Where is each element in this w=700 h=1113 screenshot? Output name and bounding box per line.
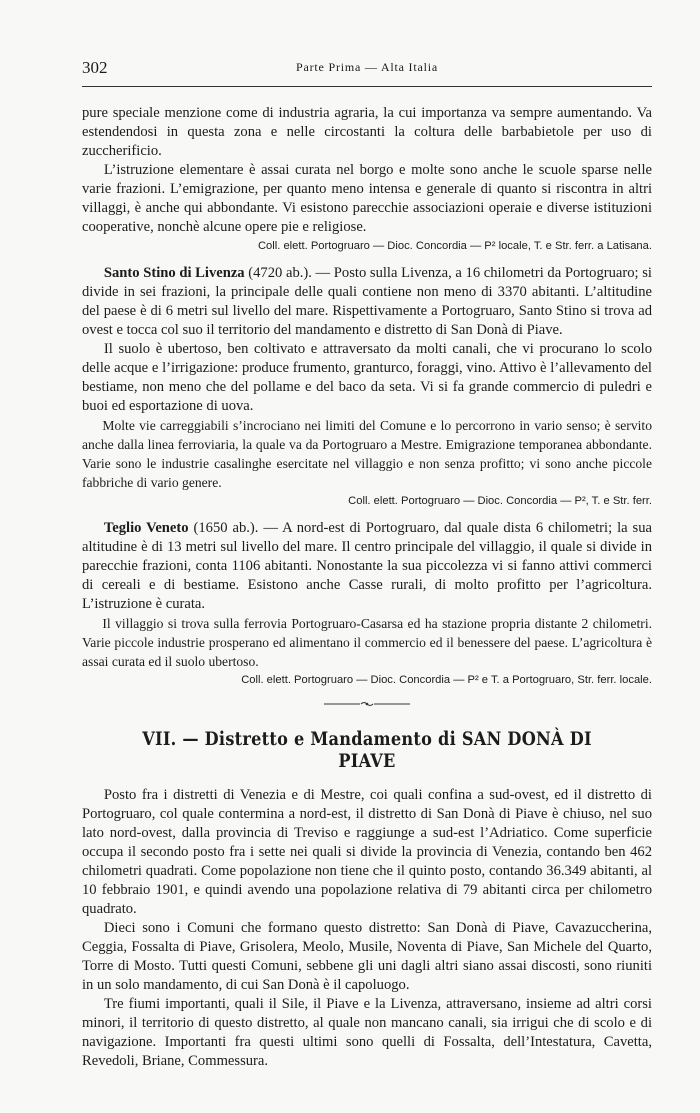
paragraph-suolo: Il suolo è ubertoso, ben coltivato e attraversato da molti canali, che vi procurano lo scolo delle acque e l’irrigazione: produce frumento, granturco, foraggi, vino. Attivo è l’allevamento del bestiame, non meno che del pollame e del baco da seta. Vi si fa grande commercio di puledri e buoi ed esportazione di uova. <box>82 341 652 414</box>
paragraph-continuation: pure speciale menzione come di industria agraria, la cui importanza va sempre aumentando. Va estendendosi in questa zona e nelle circostanti la coltura delle barbabietole per uso di zuccherificio. <box>82 105 652 159</box>
page-body <box>82 104 652 1071</box>
paragraph-istruzione: L’istruzione elementare è assai curata nel borgo e molte sono anche le scuole sparse nelle varie frazioni. L’emigrazione, per quanto meno intensa e generale di quanto si riscontra in altri villaggi, è anche qui abbondante. Vi esistono parecchie associazioni operaie e diverse istituzioni cooperative, nonchè alcune opere pie e religiose. <box>82 162 652 235</box>
section-heading: VII. — Distretto e Mandamento di SAN DONÀ DI PIAVE <box>142 728 592 772</box>
collegio-line-portogruaro <box>82 238 652 254</box>
ornament-rule-icon <box>322 699 412 709</box>
collegio-text: Coll. elett. Portogruaro — Dioc. Concordia — P² e T. a Portogruaro, Str. ferr. locale. <box>241 674 652 686</box>
entry-text: (1650 ab.). — A nord-est di Portogruaro, dal quale dista 6 chilometri; la sua altitudine è di 13 metri sul livello del mare. Il centro principale del villaggio, il quale si divide in parecchie frazioni, conta 1106 abitanti. Nonostante la sua piccolezza vi si fanno attivi commerci di cereali e di bestiame. Esistono anche Casse rurali, di molto profitto per l’agricoltura. L’istruzione è curata. <box>82 520 652 612</box>
collegio-text: Coll. elett. Portogruaro — Dioc. Concordia — P² locale, T. e Str. ferr. a Latisana. <box>257 240 652 252</box>
paragraph-distretto: Posto fra i distretti di Venezia e di Mestre, coi quali confina a sud-ovest, ed il distretto di Portogruaro, col quale contermina a nord-est, il distretto di San Donà di Piave è chiuso, nel suo lato nord-ovest, dalla provincia di Treviso e raggiunge a sud-est l’Adriatico. Come superficie occupa il secondo posto fra i sette nei quali si divide la provincia di Venezia, contando ben 462 chilometri quadrati. Come popolazione non tiene che il quinto posto, contando 36.349 abitanti, al 10 febbraio 1901, e quindi avendo una popolazione relativa di 79 abitanti circa per chilometro quadrato. <box>82 787 652 917</box>
collegio-line-teglio <box>82 672 652 688</box>
entry-text: (4720 ab.). — Posto sulla Livenza, a 16 chilometri da Portogruaro; si divide in sei frazioni, la principale delle quali contiene non meno di 3370 abitanti. L’altitudine del paese è di 6 metri sul livello del mare. Rispettivamente a Portogruaro, Santo Stino si trova ad ovest e tocca col suo il territorio del mandamento e distretto di San Donà di Piave. <box>82 265 652 338</box>
collegio-text: Coll. elett. Portogruaro — Dioc. Concordia — P², T. e Str. ferr. <box>348 495 652 507</box>
paragraph-comuni: Dieci sono i Comuni che formano questo distretto: San Donà di Piave, Cavazuccherina, Ceggia, Fossalta di Piave, Grisolera, Meolo, Musile, Noventa di Piave, San Michele del Quarto, Torre di Mosto. Tutti questi Comuni, sebbene gli uni dagli altri siano assai discosti, sono riuniti in un solo mandamento, di cui San Donà è il capoluogo. <box>82 920 652 993</box>
collegio-line-santo-stino <box>82 493 652 509</box>
paragraph-fiumi: Tre fiumi importanti, quali il Sile, il Piave e la Livenza, attraversano, insieme ad altri corsi minori, il territorio di questo distretto, al quale non mancano canali, sia irrigui che di scolo e di navigazione. Importanti fra questi ultimi sono quelli di Fossalta, dell’Intestatura, Cavetta, Revedoli, Briane, Commessura. <box>82 996 652 1069</box>
paragraph-vie: Molte vie carreggiabili s’incrociano nei limiti del Comune e lo percorrono in vario senso; è servito anche dalla linea ferroviaria, la quale va da Portogruaro a Mestre. Emigrazione temporanea abbondante. Varie sono le industrie casalinghe esercitate nel villaggio e non senza profitto; vi sono anche piccole fabbriche di vario genere. <box>82 418 652 490</box>
entry-name: Santo Stino di Livenza <box>103 265 245 281</box>
header-rule <box>82 86 652 87</box>
entry-teglio-veneto <box>82 519 652 614</box>
page-header <box>82 58 652 78</box>
section-ornament <box>82 696 652 708</box>
paragraph-villaggio: Il villaggio si trova sulla ferrovia Portogruaro-Casarsa ed ha stazione propria distante 2 chilometri. Varie piccole industrie prosperano ed alimentano il commercio ed il benessere del paese. L’agricoltura è assai curata ed il suolo ubertoso. <box>82 616 652 669</box>
entry-santo-stino <box>82 264 652 340</box>
page-number: 302 <box>82 58 108 77</box>
running-head: Parte Prima — Alta Italia <box>296 60 438 74</box>
entry-name: Teglio Veneto <box>103 520 189 536</box>
